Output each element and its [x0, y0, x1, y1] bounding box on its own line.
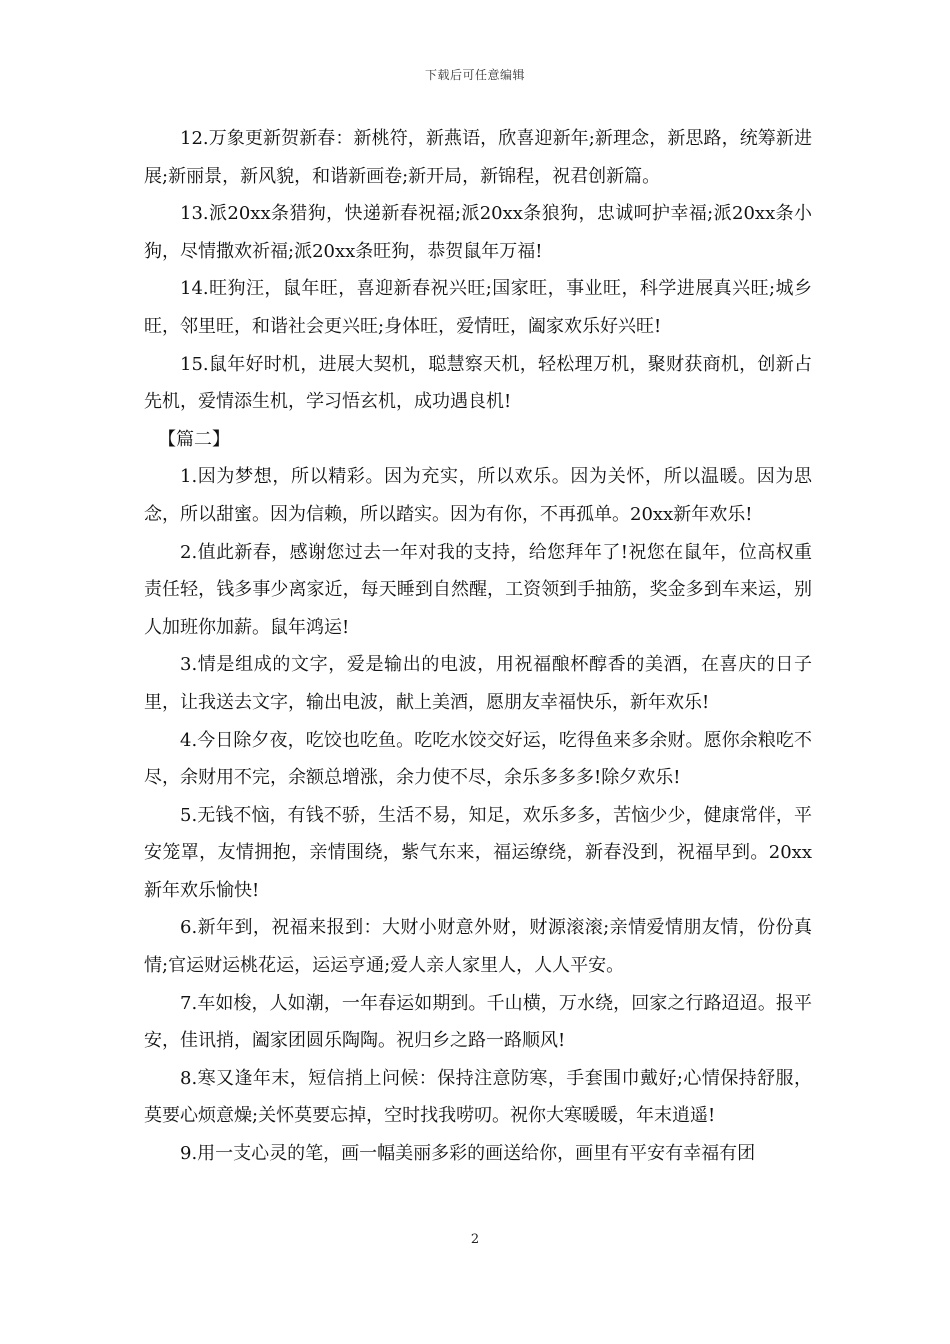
paragraph-12: 12.万象更新贺新春：新桃符，新燕语，欣喜迎新年;新理念，新思路，统筹新进展;新丽景，新风貌，和谐新画卷;新开局，新锦程，祝君创新篇。 — [144, 128, 812, 187]
section-title: 【篇二】 — [158, 428, 230, 450]
paragraph-4: 4.今日除夕夜，吃饺也吃鱼。吃吃水饺交好运，吃得鱼来多余财。愿你余粮吃不尽，余财用不完，余额总增涨，余力使不尽，余乐多多多!除夕欢乐! — [144, 729, 812, 789]
paragraph-6: 6.新年到，祝福来报到：大财小财意外财，财源滚滚;亲情爱情朋友情，份份真情;官运财运桃花运，运运亨通;爱人亲人家里人，人人平安。 — [144, 917, 812, 977]
page-header: 下载后可任意编辑 — [424, 68, 525, 82]
paragraph-15: 15.鼠年好时机，进展大契机，聪慧察天机，轻松理万机，聚财获商机，创新占先机，爱情添生机，学习悟玄机，成功遇良机! — [144, 353, 812, 413]
paragraph-2: 2.值此新春，感谢您过去一年对我的支持，给您拜年了!祝您在鼠年，位高权重责任轻，钱多事少离家近，每天睡到自然醒，工资领到手抽筋，奖金多到车来运，别人加班你加薪。鼠年鸿运! — [144, 541, 812, 638]
page-number: 2 — [470, 1232, 480, 1247]
paragraph-3: 3.情是组成的文字，爱是输出的电波，用祝福酿杯醇香的美酒，在喜庆的日子里，让我送去文字，输出电波，献上美酒，愿朋友幸福快乐，新年欢乐! — [144, 654, 812, 713]
paragraph-9: 9.用一支心灵的笔，画一幅美丽多彩的画送给你，画里有平安有幸福有团 — [180, 1143, 756, 1165]
paragraph-14: 14.旺狗汪，鼠年旺，喜迎新春祝兴旺;国家旺，事业旺，科学进展真兴旺;城乡旺，邻里旺，和谐社会更兴旺;身体旺，爱情旺，阖家欢乐好兴旺! — [144, 278, 812, 337]
paragraph-7: 7.车如梭，人如潮，一年春运如期到。千山横，万水绕，回家之行路迢迢。报平安，佳讯捎，阖家团圆乐陶陶。祝归乡之路一路顺风! — [144, 992, 812, 1052]
paragraph-8: 8.寒又逢年末，短信捎上问候：保持注意防寒，手套围巾戴好;心情保持舒服，莫要心烦意燥;关怀莫要忘掉，空时找我唠叨。祝你大寒暖暖，年末逍遥! — [144, 1067, 812, 1127]
paragraph-1: 1.因为梦想，所以精彩。因为充实，所以欢乐。因为关怀，所以温暖。因为思念，所以甜蜜。因为信赖，所以踏实。因为有你，不再孤单。20xx新年欢乐! — [144, 466, 812, 525]
paragraph-5: 5.无钱不恼，有钱不骄，生活不易，知足，欢乐多多，苦恼少少，健康常伴，平安笼罩，友情拥抱，亲情围绕，紫气东来，福运缭绕，新春没到，祝福早到。20xx新年欢乐愉快! — [144, 804, 812, 901]
paragraph-13: 13.派20xx条猎狗，快递新春祝福;派20xx条狼狗，忠诚呵护幸福;派20xx条小狗，尽情撒欢祈福;派20xx条旺狗，恭贺鼠年万福! — [144, 203, 812, 262]
document-body — [144, 120, 812, 1173]
